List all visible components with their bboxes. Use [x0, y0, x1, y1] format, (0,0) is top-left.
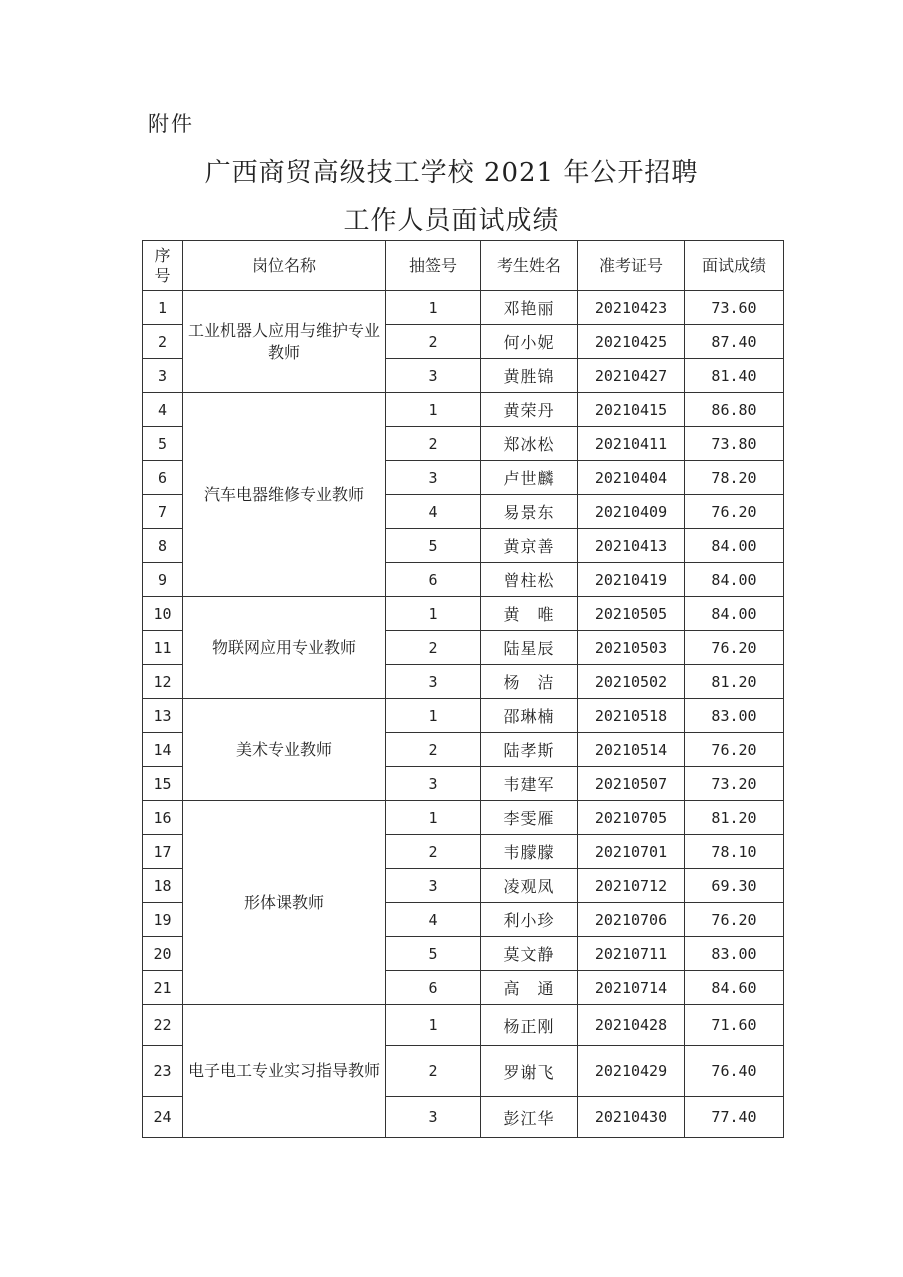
cell-exam-no: 20210430 — [578, 1097, 685, 1138]
table-row — [143, 393, 784, 427]
cell-post-name: 电子电工专业实习指导教师 — [183, 1005, 386, 1138]
cell-score: 84.00 — [685, 563, 784, 597]
cell-seq: 14 — [143, 733, 183, 767]
cell-score: 73.20 — [685, 767, 784, 801]
cell-draw: 2 — [386, 733, 481, 767]
cell-name: 易景东 — [481, 495, 578, 529]
cell-seq: 1 — [143, 291, 183, 325]
cell-exam-no: 20210411 — [578, 427, 685, 461]
cell-exam-no: 20210714 — [578, 971, 685, 1005]
cell-seq: 18 — [143, 869, 183, 903]
header-score: 面试成绩 — [685, 241, 784, 291]
cell-draw: 3 — [386, 869, 481, 903]
cell-seq: 22 — [143, 1005, 183, 1046]
cell-exam-no: 20210701 — [578, 835, 685, 869]
cell-score: 83.00 — [685, 699, 784, 733]
table-body — [143, 291, 784, 1138]
cell-name: 邵琳楠 — [481, 699, 578, 733]
cell-score: 78.20 — [685, 461, 784, 495]
cell-exam-no: 20210419 — [578, 563, 685, 597]
cell-exam-no: 20210502 — [578, 665, 685, 699]
cell-seq: 3 — [143, 359, 183, 393]
cell-score: 77.40 — [685, 1097, 784, 1138]
cell-draw: 4 — [386, 495, 481, 529]
cell-draw: 2 — [386, 427, 481, 461]
cell-name: 陆孝斯 — [481, 733, 578, 767]
cell-name: 韦朦朦 — [481, 835, 578, 869]
cell-draw: 5 — [386, 529, 481, 563]
cell-score: 69.30 — [685, 869, 784, 903]
cell-draw: 1 — [386, 393, 481, 427]
cell-post-name: 汽车电器维修专业教师 — [183, 393, 386, 597]
cell-draw: 3 — [386, 461, 481, 495]
cell-name: 杨 洁 — [481, 665, 578, 699]
cell-draw: 2 — [386, 325, 481, 359]
cell-name: 李雯雁 — [481, 801, 578, 835]
cell-score: 76.20 — [685, 631, 784, 665]
cell-score: 76.20 — [685, 903, 784, 937]
cell-name: 罗谢飞 — [481, 1046, 578, 1097]
cell-name: 彭江华 — [481, 1097, 578, 1138]
cell-draw: 1 — [386, 1005, 481, 1046]
table-row — [143, 699, 784, 733]
cell-score: 84.00 — [685, 597, 784, 631]
cell-exam-no: 20210706 — [578, 903, 685, 937]
cell-draw: 6 — [386, 563, 481, 597]
cell-post-name: 物联网应用专业教师 — [183, 597, 386, 699]
cell-draw: 1 — [386, 699, 481, 733]
cell-seq: 19 — [143, 903, 183, 937]
cell-name: 黄京善 — [481, 529, 578, 563]
cell-exam-no: 20210409 — [578, 495, 685, 529]
cell-score: 84.60 — [685, 971, 784, 1005]
cell-name: 黄 唯 — [481, 597, 578, 631]
page-title-line2: 工作人员面试成绩 — [343, 206, 560, 236]
header-post: 岗位名称 — [183, 241, 386, 291]
cell-seq: 5 — [143, 427, 183, 461]
cell-score: 71.60 — [685, 1005, 784, 1046]
cell-name: 杨正刚 — [481, 1005, 578, 1046]
cell-seq: 12 — [143, 665, 183, 699]
cell-name: 高 通 — [481, 971, 578, 1005]
cell-exam-no: 20210705 — [578, 801, 685, 835]
cell-draw: 6 — [386, 971, 481, 1005]
table-row — [143, 291, 784, 325]
cell-post-name: 工业机器人应用与维护专业教师 — [183, 291, 386, 393]
cell-draw: 4 — [386, 903, 481, 937]
cell-draw: 1 — [386, 291, 481, 325]
cell-draw: 2 — [386, 631, 481, 665]
cell-exam-no: 20210503 — [578, 631, 685, 665]
cell-exam-no: 20210413 — [578, 529, 685, 563]
cell-post-name: 美术专业教师 — [183, 699, 386, 801]
cell-exam-no: 20210415 — [578, 393, 685, 427]
cell-score: 84.00 — [685, 529, 784, 563]
cell-draw: 2 — [386, 1046, 481, 1097]
cell-draw: 1 — [386, 801, 481, 835]
cell-name: 曾柱松 — [481, 563, 578, 597]
cell-name: 利小珍 — [481, 903, 578, 937]
cell-exam-no: 20210428 — [578, 1005, 685, 1046]
cell-score: 78.10 — [685, 835, 784, 869]
attachment-label: 附件 — [148, 112, 194, 136]
cell-score: 86.80 — [685, 393, 784, 427]
cell-exam-no: 20210514 — [578, 733, 685, 767]
cell-exam-no: 20210404 — [578, 461, 685, 495]
cell-score: 76.40 — [685, 1046, 784, 1097]
header-draw: 抽签号 — [386, 241, 481, 291]
cell-name: 黄胜锦 — [481, 359, 578, 393]
cell-draw: 1 — [386, 597, 481, 631]
cell-seq: 13 — [143, 699, 183, 733]
cell-exam-no: 20210429 — [578, 1046, 685, 1097]
cell-score: 81.20 — [685, 801, 784, 835]
header-seq: 序 号 — [143, 241, 183, 291]
cell-draw: 3 — [386, 359, 481, 393]
cell-name: 郑冰松 — [481, 427, 578, 461]
cell-draw: 3 — [386, 1097, 481, 1138]
cell-name: 陆星辰 — [481, 631, 578, 665]
cell-draw: 5 — [386, 937, 481, 971]
page-title-line1: 广西商贸高级技工学校 2021 年公开招聘 — [204, 158, 699, 188]
cell-seq: 24 — [143, 1097, 183, 1138]
cell-exam-no: 20210712 — [578, 869, 685, 903]
cell-seq: 16 — [143, 801, 183, 835]
cell-score: 81.40 — [685, 359, 784, 393]
cell-seq: 23 — [143, 1046, 183, 1097]
cell-score: 87.40 — [685, 325, 784, 359]
cell-seq: 2 — [143, 325, 183, 359]
cell-exam-no: 20210518 — [578, 699, 685, 733]
cell-post-name: 形体课教师 — [183, 801, 386, 1005]
cell-name: 邓艳丽 — [481, 291, 578, 325]
cell-name: 凌观凤 — [481, 869, 578, 903]
cell-seq: 10 — [143, 597, 183, 631]
cell-score: 76.20 — [685, 495, 784, 529]
cell-name: 黄荣丹 — [481, 393, 578, 427]
cell-exam-no: 20210427 — [578, 359, 685, 393]
cell-exam-no: 20210507 — [578, 767, 685, 801]
cell-exam-no: 20210711 — [578, 937, 685, 971]
cell-seq: 4 — [143, 393, 183, 427]
table-row — [143, 597, 784, 631]
cell-score: 76.20 — [685, 733, 784, 767]
cell-score: 83.00 — [685, 937, 784, 971]
cell-seq: 7 — [143, 495, 183, 529]
table-row — [143, 801, 784, 835]
cell-name: 莫文静 — [481, 937, 578, 971]
cell-seq: 6 — [143, 461, 183, 495]
cell-seq: 21 — [143, 971, 183, 1005]
cell-draw: 3 — [386, 767, 481, 801]
cell-draw: 2 — [386, 835, 481, 869]
cell-seq: 8 — [143, 529, 183, 563]
cell-exam-no: 20210425 — [578, 325, 685, 359]
cell-exam-no: 20210505 — [578, 597, 685, 631]
table-row — [143, 1005, 784, 1046]
cell-exam-no: 20210423 — [578, 291, 685, 325]
interview-score-table — [142, 240, 784, 1138]
cell-seq: 9 — [143, 563, 183, 597]
cell-score: 81.20 — [685, 665, 784, 699]
header-name: 考生姓名 — [481, 241, 578, 291]
cell-seq: 11 — [143, 631, 183, 665]
cell-name: 韦建军 — [481, 767, 578, 801]
cell-score: 73.60 — [685, 291, 784, 325]
table-header-row — [143, 241, 784, 291]
cell-name: 何小妮 — [481, 325, 578, 359]
cell-seq: 20 — [143, 937, 183, 971]
cell-seq: 17 — [143, 835, 183, 869]
cell-score: 73.80 — [685, 427, 784, 461]
cell-seq: 15 — [143, 767, 183, 801]
cell-draw: 3 — [386, 665, 481, 699]
header-exam-no: 准考证号 — [578, 241, 685, 291]
cell-name: 卢世麟 — [481, 461, 578, 495]
